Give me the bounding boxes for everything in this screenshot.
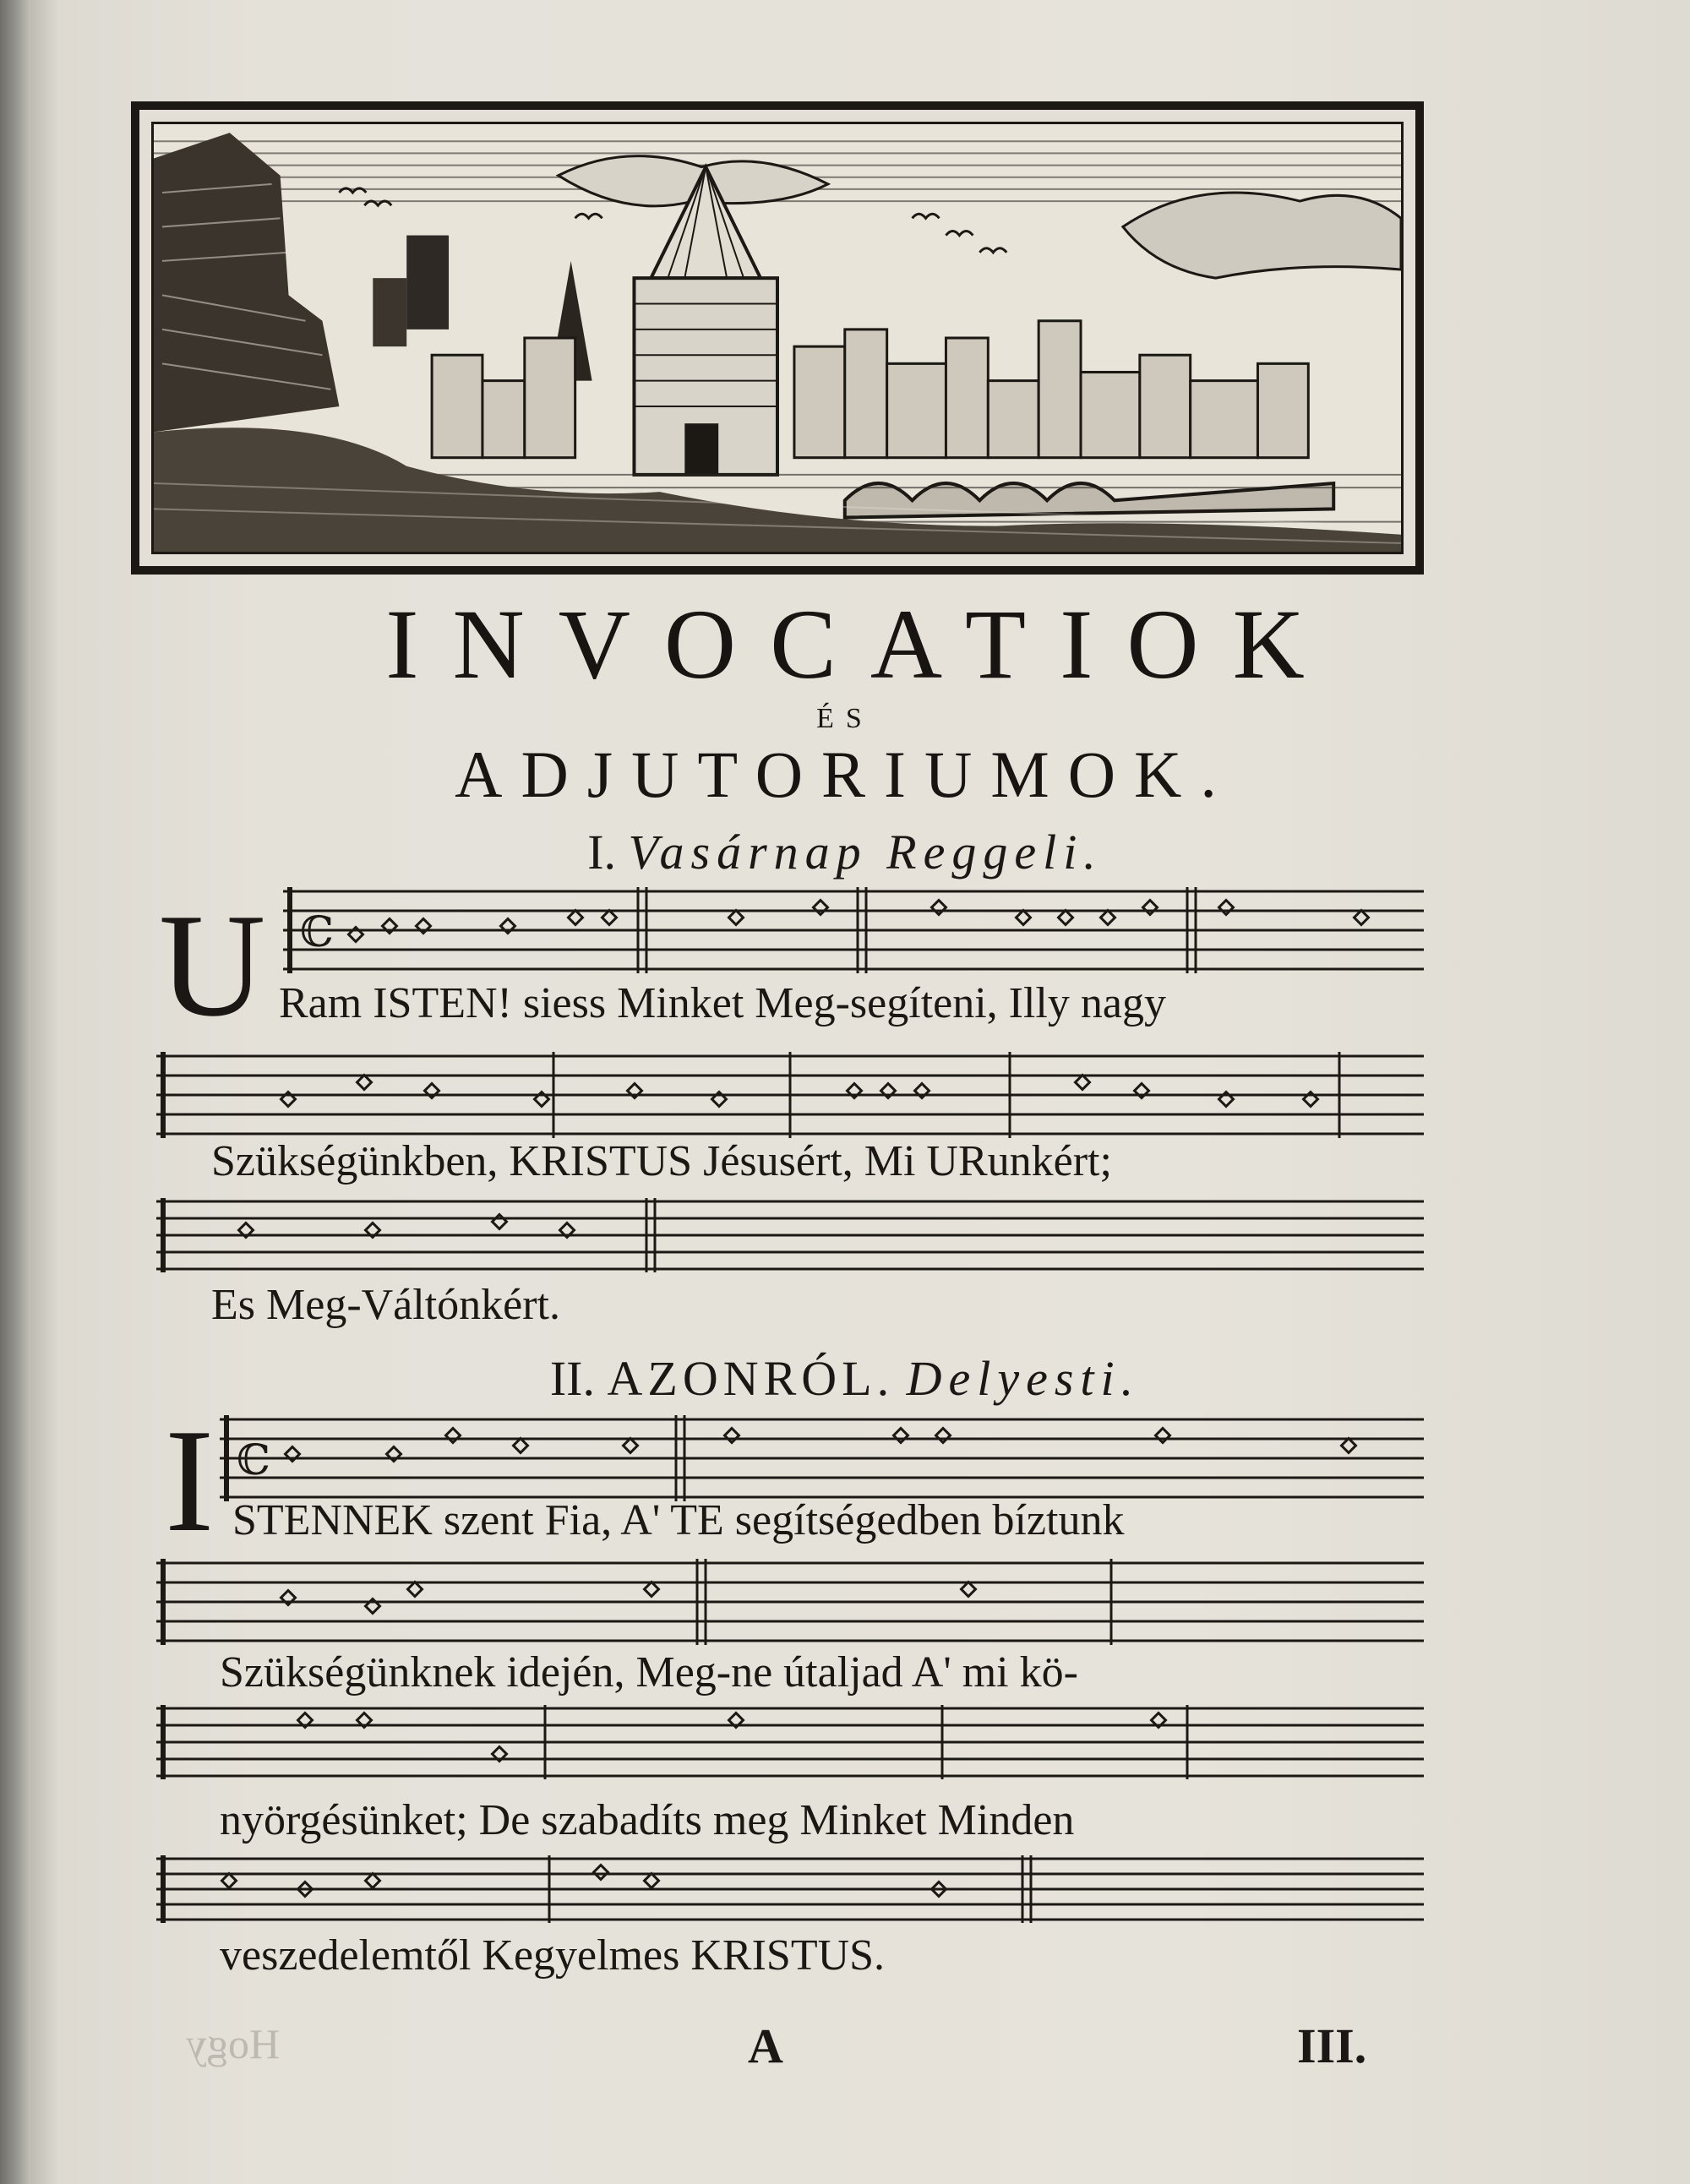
svg-text:ℂ: ℂ [300, 907, 334, 956]
section-1-line-2: Szükségünkben, KRISTUS Jésusért, Mi URunkért; [211, 1137, 1112, 1185]
section-1-line-3: Es Meg-Váltónkért. [211, 1281, 561, 1329]
section-1-drop-cap: U [159, 883, 266, 1047]
section-2-heading [0, 1350, 1690, 1407]
music-staff-5 [156, 1550, 1424, 1652]
music-staff-7 [156, 1850, 1424, 1926]
section-1-line-1: Ram ISTEN! siess Minket Meg-segíteni, Illy nagy [279, 979, 1166, 1027]
section-2-title: Delyesti. [906, 1351, 1141, 1406]
svg-text:ℂ: ℂ [237, 1435, 270, 1484]
section-2-number: II. [549, 1351, 595, 1406]
music-staff-4 [220, 1407, 1424, 1508]
section-1-title: Vasárnap Reggeli. [628, 825, 1103, 880]
section-1-number: I. [587, 825, 617, 880]
woodcut-illustration [131, 101, 1424, 575]
section-2-subheading: AZONRÓL. [607, 1351, 895, 1406]
section-2-line-2: Szükségünknek idején, Meg-ne útaljad A' mi kö- [220, 1648, 1078, 1697]
music-staff-3 [156, 1191, 1424, 1276]
signature-mark: A [748, 2018, 783, 2073]
section-2-line-3: nyörgésünket; De szabadíts meg Minket Minden [220, 1796, 1075, 1844]
section-2-line-1: STENNEK szent Fia, A' TE segítségedben bíztunk [232, 1496, 1125, 1544]
section-2-drop-cap: I [165, 1398, 215, 1562]
music-staff-1 [283, 879, 1424, 980]
section-2-line-4: veszedelemtől Kegyelmes KRISTUS. [220, 1931, 886, 1980]
book-spine [0, 0, 30, 2184]
page-subtitle: ADJUTORIUMOK. [455, 738, 1235, 811]
section-1-heading [0, 824, 1690, 880]
bleed-through-text: Hogy [186, 2020, 281, 2067]
music-staff-6 [156, 1698, 1424, 1783]
title-conjunction: ÉS [816, 703, 874, 734]
page-title: INVOCATIOK [385, 589, 1338, 700]
catchword: III. [1297, 2018, 1367, 2073]
music-staff-2 [156, 1043, 1424, 1145]
